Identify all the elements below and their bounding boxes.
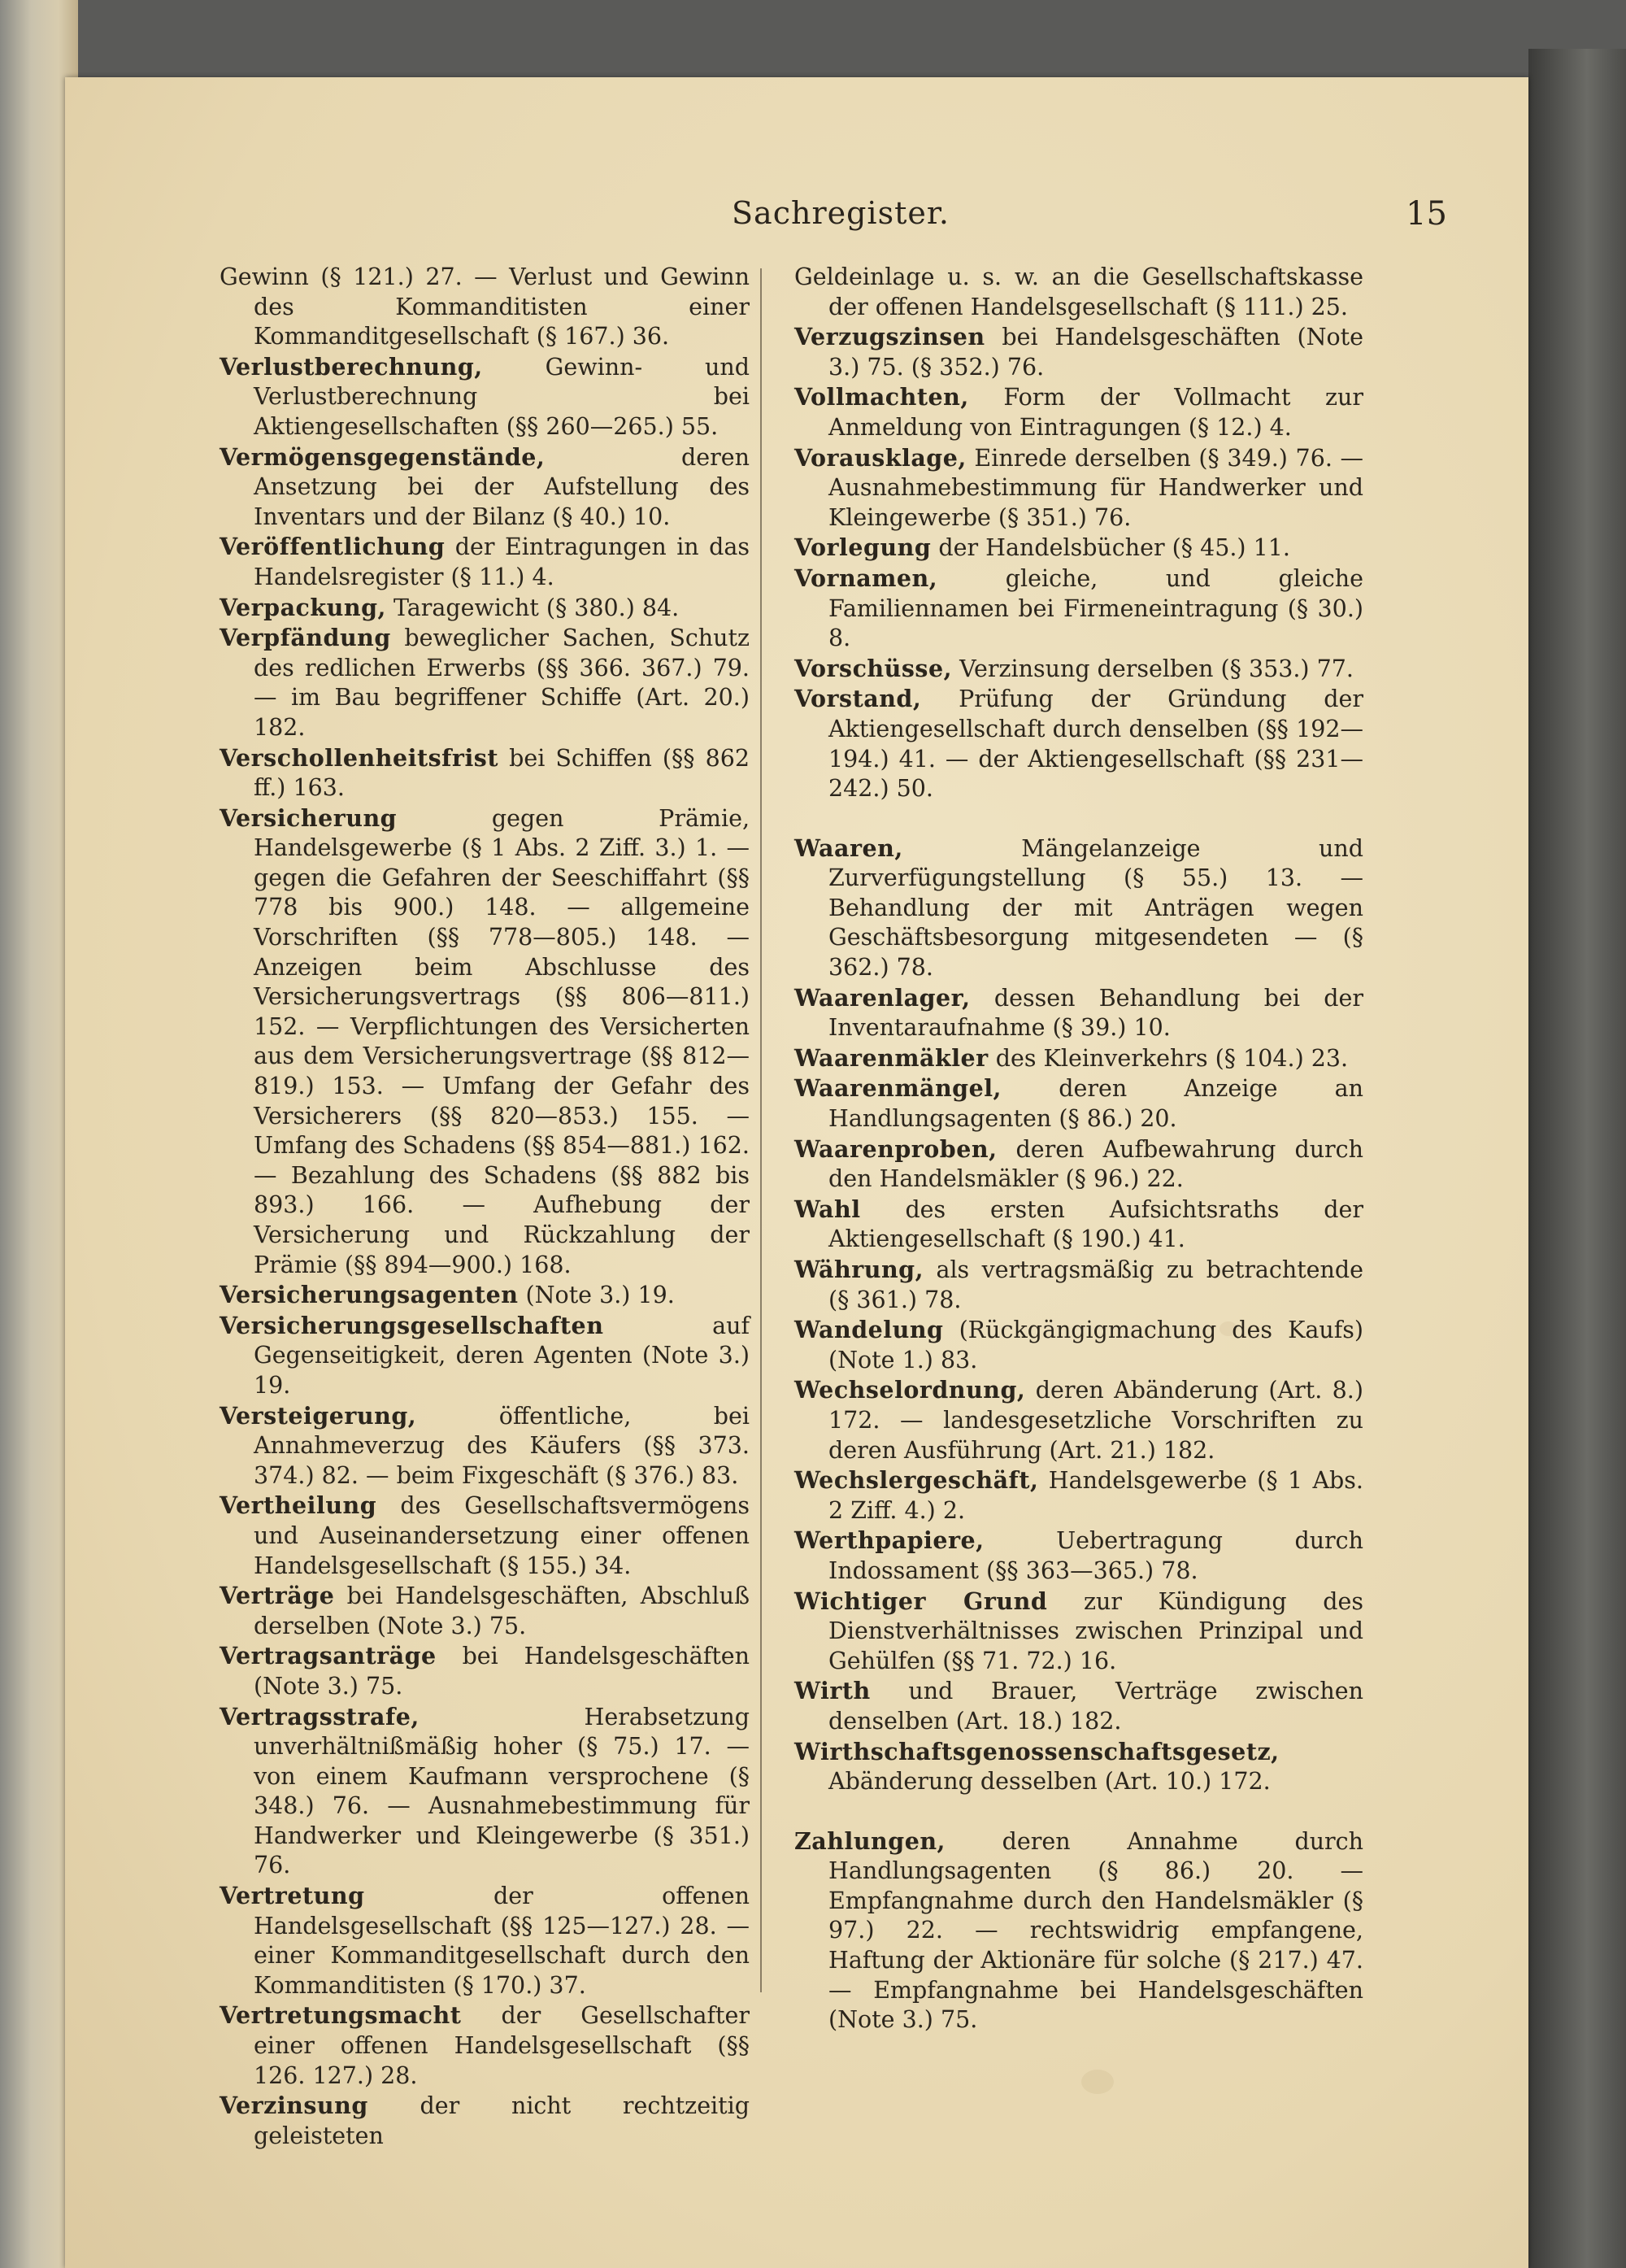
- entry-text: bei Handelsgeschäften, Abschluß derselben (Note 3.) 75.: [254, 1582, 750, 1639]
- index-entry: [794, 322, 1363, 382]
- index-entry: [220, 1280, 750, 1311]
- entry-text: der Handelsbücher (§ 45.) 11.: [938, 534, 1290, 562]
- index-entry: [794, 1826, 1363, 2035]
- index-entry: [220, 1311, 750, 1401]
- entry-text: deren Anzeige an Handlungsagenten (§ 86.) 20.: [828, 1075, 1364, 1133]
- index-entry: [794, 1134, 1363, 1195]
- entry-text: Verzinsung derselben (§ 353.) 77.: [959, 655, 1354, 682]
- page-title: Sachregister.: [732, 195, 950, 231]
- index-column-right: [794, 262, 1363, 2035]
- entry-text: Taragewicht (§ 380.) 84.: [393, 594, 680, 621]
- entry-headword: Vorschüsse,: [794, 654, 953, 682]
- entry-text: deren Annahme durch Handlungsagenten (§ 86.) 20. — Empfangnahme durch den Handelsmäkler (§ 97.) 22. — rechtswidrig empfangene, Haftung der Aktionäre für solche (§ 217.) 47. — Empfangnahme bei Handelsgeschäften (Note 3.) 75.: [828, 1827, 1363, 2034]
- entry-headword: Vorausklage,: [794, 443, 967, 472]
- entry-text: Gewinn- und Verlustberechnung bei Aktiengesellschaften (§§ 260—265.) 55.: [254, 353, 750, 440]
- entry-headword: Wechslergeschäft,: [794, 1466, 1039, 1495]
- entry-headword: Waarenmäkler: [794, 1043, 989, 1072]
- entry-headword: Wandelung: [794, 1316, 944, 1344]
- entry-headword: Werthpapiere,: [794, 1526, 985, 1555]
- entry-text: als vertragsmäßig zu betrachtende (§ 361.) 78.: [828, 1256, 1363, 1313]
- entry-text: der Gesellschafter einer offenen Handelsgesellschaft (§§ 126. 127.) 28.: [254, 2002, 750, 2089]
- entry-text: Mängelanzeige und Zurverfügungstellung (§ 55.) 13. — Behandlung der mit Anträgen wegen Geschäftsbesorgung mitgesendeten — (§ 362.) 78.: [828, 834, 1363, 982]
- index-entry: [220, 532, 750, 592]
- entry-text: und Brauer, Verträge zwischen denselben (Art. 18.) 182.: [828, 1678, 1363, 1735]
- entry-headword: Wirth: [794, 1677, 871, 1705]
- entry-text: bei Handelsgeschäften (Note 3.) 75. (§ 352.) 76.: [828, 324, 1364, 381]
- entry-headword: Zahlungen,: [794, 1826, 946, 1855]
- entry-text: Herabsetzung unverhältnißmäßig hoher (§ 75.) 17. — von einem Kaufmann versprochene (§ 348.) 76. — Ausnahmebestimmung für Handwerker und Kleingewerbe (§ 351.) 76.: [254, 1703, 750, 1879]
- entry-headword: Wahl: [794, 1195, 861, 1223]
- entry-text: der offenen Handelsgesellschaft (§§ 125—127.) 28. — einer Kommanditgesellschaft durch den Kommanditisten (§ 170.) 37.: [254, 1883, 750, 1999]
- index-entry: [794, 1255, 1363, 1315]
- index-entry: [794, 834, 1363, 983]
- index-entry: [794, 1465, 1363, 1526]
- entry-headword: Veröffentlichung: [220, 533, 446, 561]
- entry-headword: Wechselordnung,: [794, 1376, 1026, 1404]
- entry-text: deren Ansetzung bei der Aufstellung des Inventars und der Bilanz (§ 40.) 10.: [254, 443, 750, 530]
- index-entry: [220, 1491, 750, 1581]
- entry-headword: Verzugszinsen: [794, 323, 985, 351]
- entry-headword: Vollmachten,: [794, 383, 969, 411]
- entry-text: dessen Behandlung bei der Inventaraufnahme (§ 39.) 10.: [828, 984, 1364, 1042]
- page-header: [276, 195, 1447, 244]
- entry-headword: Verschollenheitsfrist: [220, 743, 498, 772]
- index-entry: [220, 2000, 750, 2091]
- entry-text: gegen Prämie, Handelsgewerbe (§ 1 Abs. 2 Ziff. 3.) 1. — gegen die Gefahren der Seeschiffahrt (§§ 778 bis 900.) 148. — allgemeine Vorschriften (§§ 778—805.) 148. — Anzeigen beim Abschlusse des Versicherungsvertrags (§§ 806—811.) 152. — Verpflichtungen des Versicherten aus dem Versicherungsvertrage (§§ 812—819.) 153. — Umfang der Gefahr des Versicherers (§§ 820—853.) 155. — Umfang des Schadens (§§ 854—881.) 162. — Bezahlung des Schadens (§§ 882 bis 893.) 166. — Aufhebung der Versicherung und Rückzahlung der Prämie (§§ 894—900.) 168.: [254, 804, 750, 1278]
- index-entry: [220, 442, 750, 533]
- index-entry: [794, 1043, 1363, 1074]
- entry-text: des ersten Aufsichtsraths der Aktiengesellschaft (§ 190.) 41.: [828, 1195, 1364, 1253]
- index-entry: [220, 1401, 750, 1491]
- entry-headword: Versteigerung,: [220, 1401, 417, 1430]
- index-entry: [220, 743, 750, 803]
- index-entry: [794, 983, 1363, 1043]
- entry-headword: Versicherungsgesellschaften: [220, 1311, 604, 1339]
- index-column-left: [220, 262, 750, 2151]
- page-number: 15: [1406, 195, 1447, 233]
- entry-text: bei Schiffen (§§ 862 ff.) 163.: [254, 744, 750, 802]
- entry-text: Abänderung desselben (Art. 10.) 172.: [828, 1768, 1271, 1796]
- index-entry: [220, 593, 750, 624]
- index-entry: [220, 1702, 750, 1882]
- index-entry: [220, 1641, 750, 1701]
- index-entry: [794, 443, 1363, 533]
- entry-headword: Verzinsung: [220, 2092, 368, 2120]
- index-entry: [220, 803, 750, 1281]
- entry-text: der Eintragungen in das Handelsregister (§ 11.) 4.: [254, 533, 750, 590]
- entry-text: bei Handelsgeschäften (Note 3.) 75.: [254, 1643, 750, 1700]
- entry-text: deren Aufbewahrung durch den Handelsmäkler (§ 96.) 22.: [828, 1135, 1363, 1193]
- index-entry: [794, 1526, 1363, 1586]
- index-entry: [220, 262, 750, 352]
- entry-text: (Note 3.) 19.: [525, 1282, 675, 1309]
- entry-text: Uebertragung durch Indossament (§§ 363—365.) 78.: [828, 1527, 1363, 1584]
- entry-text: Handelsgewerbe (§ 1 Abs. 2 Ziff. 4.) 2.: [828, 1467, 1363, 1524]
- entry-headword: Versicherungsagenten: [220, 1281, 519, 1309]
- index-entry: [794, 1073, 1363, 1134]
- entry-headword: Verpfändung: [220, 624, 391, 652]
- entry-headword: Wichtiger Grund: [794, 1587, 1048, 1615]
- index-entry: [794, 533, 1363, 564]
- index-entry: [220, 623, 750, 742]
- entry-headword: Verträge: [220, 1582, 335, 1610]
- entry-text: Form der Vollmacht zur Anmeldung von Eintragungen (§ 12.) 4.: [828, 384, 1363, 441]
- entry-text: zur Kündigung des Dienstverhältnisses zwischen Prinzipal und Gehülfen (§§ 71. 72.) 16.: [828, 1587, 1363, 1674]
- entry-headword: Vermögensgegenstände,: [220, 442, 546, 471]
- entry-text: der nicht rechtzeitig geleisteten: [254, 2092, 750, 2149]
- index-entry: [794, 1587, 1363, 1677]
- entry-headword: Verpackung,: [220, 593, 386, 621]
- entry-text: auf Gegenseitigkeit, deren Agenten (Note 3.) 19.: [254, 1312, 750, 1399]
- index-entry: [794, 382, 1363, 442]
- column-divider: [760, 268, 762, 1992]
- entry-headword: Waarenmängel,: [794, 1074, 1002, 1103]
- index-entry: [794, 262, 1363, 322]
- entry-text: deren Abänderung (Art. 8.) 172. — landesgesetzliche Vorschriften zu deren Ausführung (Art. 21.) 182.: [828, 1377, 1363, 1464]
- entry-headword: Waarenproben,: [794, 1134, 998, 1163]
- book-cover-edge: [1528, 49, 1626, 2268]
- index-entry: [220, 2091, 750, 2151]
- index-entry: [794, 564, 1363, 654]
- entry-text: des Kleinverkehrs (§ 104.) 23.: [995, 1044, 1349, 1072]
- entry-headword: Vornamen,: [794, 564, 938, 592]
- index-entry: [220, 1581, 750, 1641]
- paper-stain: [1081, 2070, 1114, 2094]
- index-entry: [220, 352, 750, 442]
- index-entry: [794, 1375, 1363, 1465]
- entry-text: des Gesellschaftsvermögens und Auseinandersetzung einer offenen Handelsgesellschaft (§ 155.) 34.: [254, 1492, 750, 1579]
- entry-headword: Vertheilung: [220, 1491, 377, 1520]
- entry-headword: Versicherung: [220, 803, 398, 832]
- entry-headword: Vertragsanträge: [220, 1642, 437, 1670]
- index-entry: [794, 684, 1363, 803]
- entry-text: gleiche, und gleiche Familiennamen bei Firmeneintragung (§ 30.) 8.: [828, 564, 1364, 652]
- entry-headword: Verlustberechnung,: [220, 352, 483, 381]
- entry-headword: Vorlegung: [794, 533, 932, 562]
- entry-headword: Wirthschaftsgenossenschaftsgesetz,: [794, 1737, 1280, 1765]
- entry-text: beweglicher Sachen, Schutz des redlichen Erwerbs (§§ 366. 367.) 79. — im Bau begriffener Schiffe (Art. 20.) 182.: [254, 625, 750, 741]
- entry-headword: Waaren,: [794, 834, 903, 862]
- entry-text: Einrede derselben (§ 349.) 76. — Ausnahmebestimmung für Handwerker und Kleingewerbe (§ 351.) 76.: [828, 444, 1364, 531]
- entry-headword: Vertretungsmacht: [220, 2001, 462, 2030]
- index-entry: [794, 1195, 1363, 1255]
- entry-text: Geldeinlage u. s. w. an die Gesellschaftskasse der offenen Handelsgesellschaft (§ 111.) 25.: [794, 263, 1363, 320]
- index-entry: [220, 1881, 750, 2000]
- entry-text: Gewinn (§ 121.) 27. — Verlust und Gewinn des Kommanditisten einer Kommanditgesellschaft (§ 167.) 36.: [220, 263, 750, 350]
- index-entry: [794, 1315, 1363, 1375]
- entry-headword: Währung,: [794, 1256, 924, 1283]
- entry-text: öffentliche, bei Annahmeverzug des Käufers (§§ 373. 374.) 82. — beim Fixgeschäft (§ 376.) 83.: [254, 1402, 750, 1489]
- entry-headword: Vertragsstrafe,: [220, 1702, 420, 1730]
- index-entry: [794, 1737, 1363, 1797]
- index-entry: [794, 1676, 1363, 1736]
- entry-headword: Vorstand,: [794, 685, 922, 713]
- entry-headword: Waarenlager,: [794, 983, 971, 1012]
- index-entry: [794, 654, 1363, 685]
- entry-headword: Vertretung: [220, 1882, 365, 1910]
- entry-text: Prüfung der Gründung der Aktiengesellschaft durch denselben (§§ 192—194.) 41. — der Aktiengesellschaft (§§ 231—242.) 50.: [828, 686, 1363, 803]
- entry-text: (Rückgängigmachung des Kaufs) (Note 1.) 83.: [828, 1317, 1364, 1373]
